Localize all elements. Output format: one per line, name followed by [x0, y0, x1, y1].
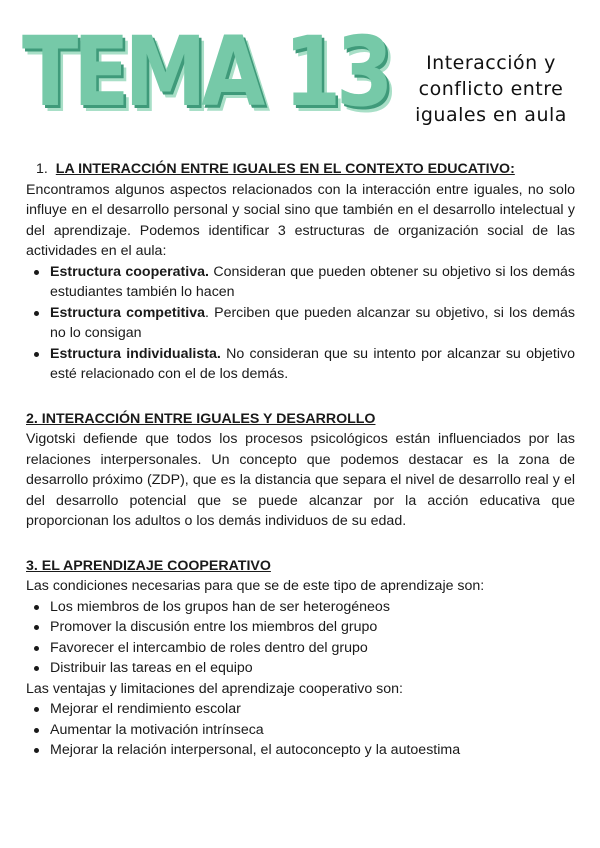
section3-advantages-list [26, 699, 575, 761]
list-item-term: Estructura competitiva [50, 304, 205, 321]
list-item-text: No consideran que su intento por alcanzar su objetivo esté relacionado con el de los demás. [50, 345, 575, 382]
section1-heading [36, 159, 575, 180]
list-item: Distribuir las tareas en el equipo [50, 658, 575, 679]
page-title: TEMA 13 [22, 16, 389, 128]
subtitle-line: iguales en aula [415, 104, 567, 126]
page-header [0, 0, 600, 150]
subtitle-line: conflicto entre [418, 78, 564, 100]
list-item: Mejorar la relación interpersonal, el autoconcepto y la autoestima [50, 740, 575, 761]
list-item [50, 262, 575, 303]
list-item: Mejorar el rendimiento escolar [50, 699, 575, 720]
list-item [50, 303, 575, 344]
list-item-text: Consideran que pueden obtener su objetivo si los demás estudiantes también lo hacen [50, 263, 575, 300]
list-item: Aumentar la motivación intrínseca [50, 720, 575, 741]
section2-heading: 2. INTERACCIÓN ENTRE IGUALES Y DESARROLLO [26, 410, 376, 427]
page-subtitle [396, 50, 586, 128]
section1-title: LA INTERACCIÓN ENTRE IGUALES EN EL CONTEXTO EDUCATIVO: [55, 161, 515, 177]
list-item-text: . Perciben que pueden alcanzar su objetivo, si los demás no lo consigan [50, 304, 575, 341]
list-item-term: Estructura cooperativa. [50, 263, 209, 280]
list-item [50, 344, 575, 385]
section3-advantages-intro: Las ventajas y limitaciones del aprendizaje cooperativo son: [26, 680, 403, 697]
section3-heading: 3. EL APRENDIZAJE COOPERATIVO [26, 557, 271, 574]
list-item: Favorecer el intercambio de roles dentro del grupo [50, 638, 575, 659]
document-body [26, 159, 575, 761]
list-item-term: Estructura individualista. [50, 345, 221, 362]
section3-conditions-intro: Las condiciones necesarias para que se de este tipo de aprendizaje son: [26, 578, 485, 594]
list-item: Los miembros de los grupos han de ser heterogéneos [50, 597, 575, 618]
section3-conditions-list [26, 597, 575, 679]
list-item: Promover la discusión entre los miembros del grupo [50, 617, 575, 638]
section1-number: 1. [36, 161, 48, 177]
subtitle-line: Interacción y [426, 52, 556, 74]
section2-body: Vigotski defiende que todos los procesos psicológicos están influenciados por las relaciones interpersonales. Un concepto que podemos destacar es la zona de desarrollo próximo (ZDP), que es la distancia que separa el nivel de desarrollo real y el del desarrollo potencial que se puede alcanzar por la acción educativa que proporcionan los adultos o los demás individuos de su edad. [26, 431, 575, 529]
section1-list [26, 262, 575, 385]
section1-intro: Encontramos algunos aspectos relacionados con la interacción entre iguales, no solo influye en el desarrollo personal y social sino que también en el desarrollo intelectual y del aprendizaje. Podemos identificar 3 estructuras de organización social de las actividades en el aula: [26, 181, 575, 259]
